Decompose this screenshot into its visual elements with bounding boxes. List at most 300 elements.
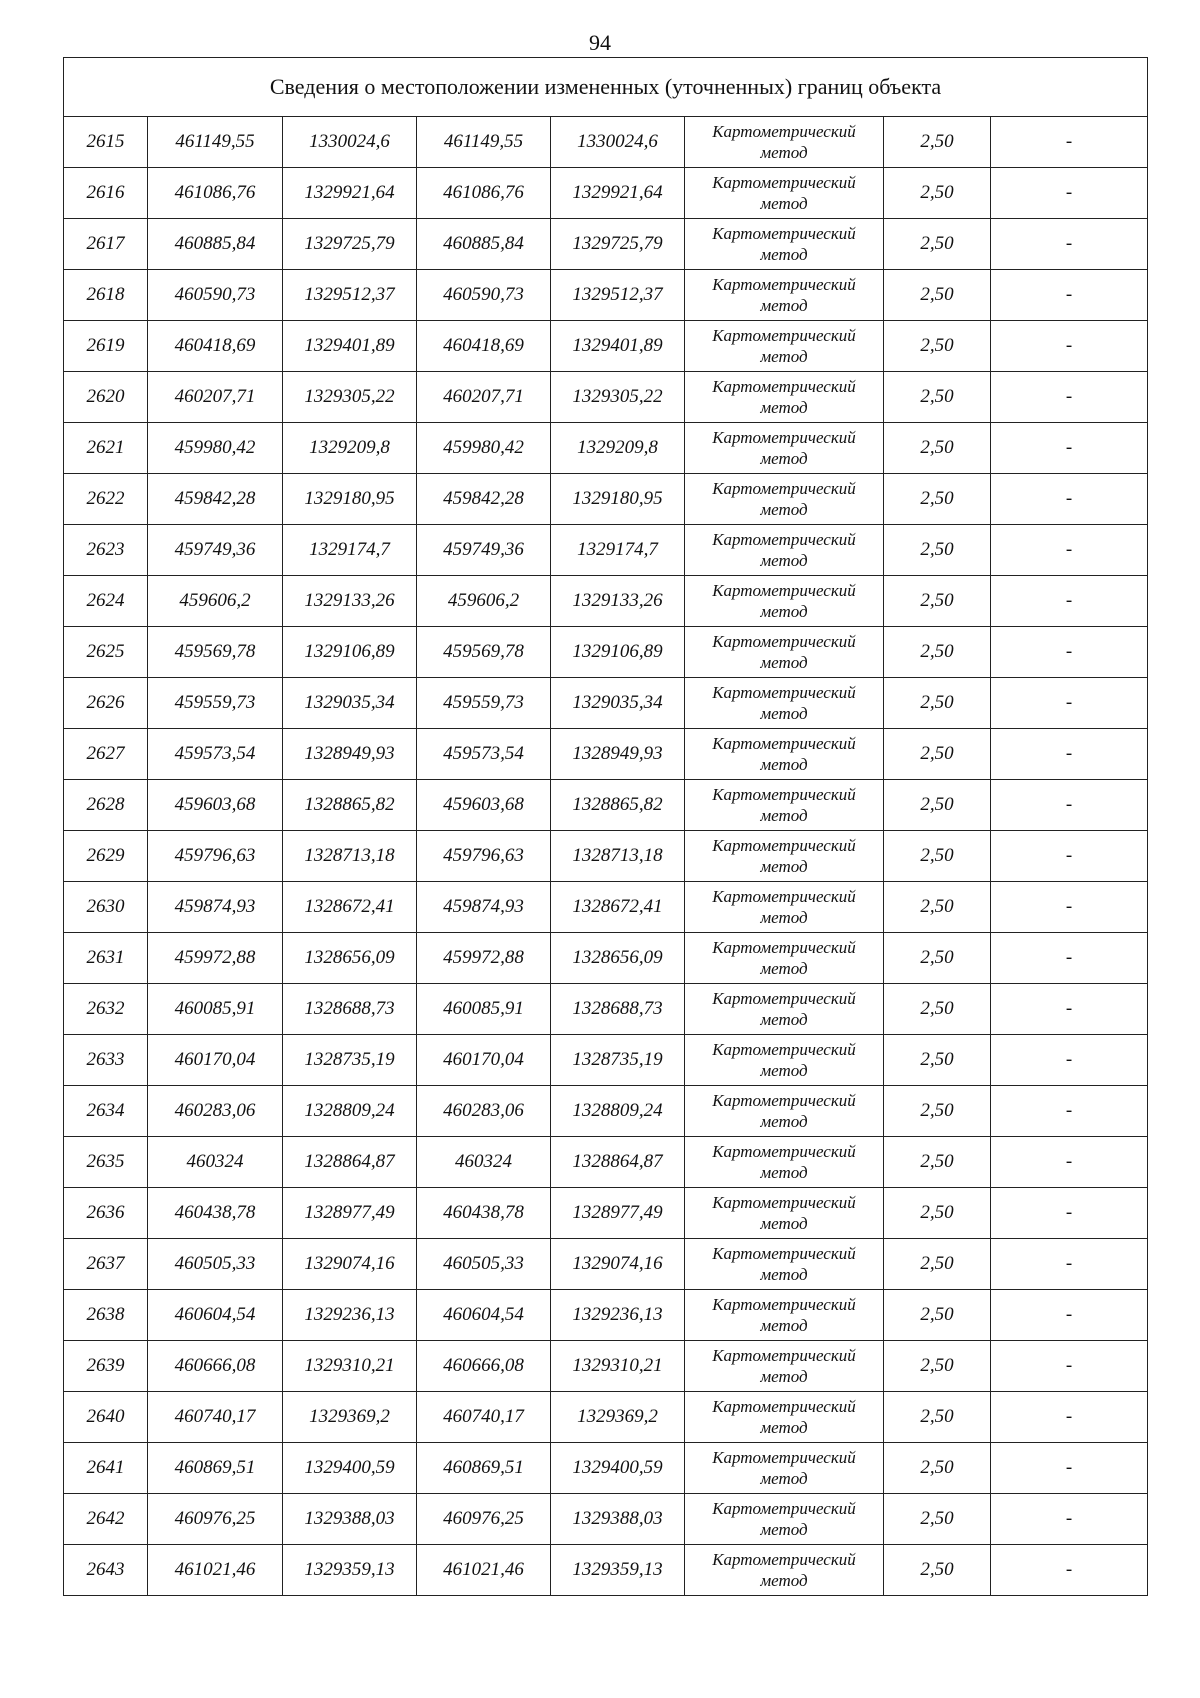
y-refined-cell: 1329369,2 bbox=[551, 1392, 685, 1443]
table-row bbox=[64, 474, 1148, 525]
note-cell: - bbox=[991, 576, 1148, 627]
method-cell bbox=[685, 117, 884, 168]
x-refined-cell: 459559,73 bbox=[417, 678, 551, 729]
note-cell: - bbox=[991, 321, 1148, 372]
table-row bbox=[64, 627, 1148, 678]
x-existing-cell: 459573,54 bbox=[148, 729, 283, 780]
point-number-cell: 2633 bbox=[64, 1035, 148, 1086]
y-refined-cell: 1329359,13 bbox=[551, 1545, 685, 1596]
table-title: Сведения о местоположении измененных (уточненных) границ объекта bbox=[64, 58, 1148, 117]
x-refined-cell: 460885,84 bbox=[417, 219, 551, 270]
method-line-2: метод bbox=[760, 653, 808, 672]
x-existing-cell: 460438,78 bbox=[148, 1188, 283, 1239]
y-existing-cell: 1329725,79 bbox=[283, 219, 417, 270]
method-line-1: Картометрический bbox=[712, 887, 856, 906]
point-number-cell: 2640 bbox=[64, 1392, 148, 1443]
y-refined-cell: 1329236,13 bbox=[551, 1290, 685, 1341]
accuracy-cell: 2,50 bbox=[884, 1188, 991, 1239]
note-cell: - bbox=[991, 372, 1148, 423]
y-existing-cell: 1329236,13 bbox=[283, 1290, 417, 1341]
y-existing-cell: 1329209,8 bbox=[283, 423, 417, 474]
method-cell bbox=[685, 933, 884, 984]
table-row bbox=[64, 1443, 1148, 1494]
table-row bbox=[64, 576, 1148, 627]
point-number-cell: 2616 bbox=[64, 168, 148, 219]
method-line-2: метод bbox=[760, 245, 808, 264]
note-cell: - bbox=[991, 219, 1148, 270]
x-existing-cell: 460283,06 bbox=[148, 1086, 283, 1137]
page-number: 94 bbox=[589, 30, 611, 55]
method-line-2: метод bbox=[760, 143, 808, 162]
point-number-cell: 2620 bbox=[64, 372, 148, 423]
method-cell bbox=[685, 1137, 884, 1188]
method-line-1: Картометрический bbox=[712, 1040, 856, 1059]
accuracy-cell: 2,50 bbox=[884, 678, 991, 729]
table-row bbox=[64, 423, 1148, 474]
method-line-1: Картометрический bbox=[712, 1244, 856, 1263]
method-line-1: Картометрический bbox=[712, 938, 856, 957]
method-cell bbox=[685, 1239, 884, 1290]
y-existing-cell: 1329174,7 bbox=[283, 525, 417, 576]
note-cell: - bbox=[991, 627, 1148, 678]
y-refined-cell: 1329725,79 bbox=[551, 219, 685, 270]
method-cell bbox=[685, 729, 884, 780]
y-refined-cell: 1329512,37 bbox=[551, 270, 685, 321]
x-refined-cell: 459842,28 bbox=[417, 474, 551, 525]
y-refined-cell: 1329388,03 bbox=[551, 1494, 685, 1545]
x-existing-cell: 460666,08 bbox=[148, 1341, 283, 1392]
accuracy-cell: 2,50 bbox=[884, 525, 991, 576]
point-number-cell: 2619 bbox=[64, 321, 148, 372]
y-refined-cell: 1329401,89 bbox=[551, 321, 685, 372]
method-line-1: Картометрический bbox=[712, 1295, 856, 1314]
y-refined-cell: 1328949,93 bbox=[551, 729, 685, 780]
y-existing-cell: 1329035,34 bbox=[283, 678, 417, 729]
point-number-cell: 2623 bbox=[64, 525, 148, 576]
accuracy-cell: 2,50 bbox=[884, 576, 991, 627]
point-number-cell: 2637 bbox=[64, 1239, 148, 1290]
method-line-2: метод bbox=[760, 704, 808, 723]
table-row bbox=[64, 1239, 1148, 1290]
accuracy-cell: 2,50 bbox=[884, 933, 991, 984]
method-line-1: Картометрический bbox=[712, 989, 856, 1008]
note-cell: - bbox=[991, 984, 1148, 1035]
accuracy-cell: 2,50 bbox=[884, 423, 991, 474]
x-refined-cell: 459606,2 bbox=[417, 576, 551, 627]
method-line-1: Картометрический bbox=[712, 683, 856, 702]
method-line-2: метод bbox=[760, 1061, 808, 1080]
method-cell bbox=[685, 882, 884, 933]
x-existing-cell: 459796,63 bbox=[148, 831, 283, 882]
y-refined-cell: 1329921,64 bbox=[551, 168, 685, 219]
x-existing-cell: 460740,17 bbox=[148, 1392, 283, 1443]
x-refined-cell: 461021,46 bbox=[417, 1545, 551, 1596]
note-cell: - bbox=[991, 423, 1148, 474]
x-refined-cell: 459749,36 bbox=[417, 525, 551, 576]
table-row bbox=[64, 1086, 1148, 1137]
accuracy-cell: 2,50 bbox=[884, 627, 991, 678]
method-cell bbox=[685, 423, 884, 474]
x-refined-cell: 460590,73 bbox=[417, 270, 551, 321]
point-number-cell: 2615 bbox=[64, 117, 148, 168]
accuracy-cell: 2,50 bbox=[884, 372, 991, 423]
point-number-cell: 2641 bbox=[64, 1443, 148, 1494]
point-number-cell: 2621 bbox=[64, 423, 148, 474]
note-cell: - bbox=[991, 729, 1148, 780]
point-number-cell: 2626 bbox=[64, 678, 148, 729]
method-line-1: Картометрический bbox=[712, 581, 856, 600]
note-cell: - bbox=[991, 1239, 1148, 1290]
accuracy-cell: 2,50 bbox=[884, 219, 991, 270]
accuracy-cell: 2,50 bbox=[884, 168, 991, 219]
y-refined-cell: 1329310,21 bbox=[551, 1341, 685, 1392]
y-existing-cell: 1329369,2 bbox=[283, 1392, 417, 1443]
accuracy-cell: 2,50 bbox=[884, 882, 991, 933]
y-existing-cell: 1329310,21 bbox=[283, 1341, 417, 1392]
y-existing-cell: 1329512,37 bbox=[283, 270, 417, 321]
method-line-1: Картометрический bbox=[712, 377, 856, 396]
point-number-cell: 2630 bbox=[64, 882, 148, 933]
x-existing-cell: 460207,71 bbox=[148, 372, 283, 423]
point-number-cell: 2627 bbox=[64, 729, 148, 780]
table-row bbox=[64, 1392, 1148, 1443]
note-cell: - bbox=[991, 882, 1148, 933]
x-existing-cell: 459603,68 bbox=[148, 780, 283, 831]
table-row bbox=[64, 1341, 1148, 1392]
x-refined-cell: 460418,69 bbox=[417, 321, 551, 372]
accuracy-cell: 2,50 bbox=[884, 1341, 991, 1392]
x-existing-cell: 460976,25 bbox=[148, 1494, 283, 1545]
note-cell: - bbox=[991, 1035, 1148, 1086]
method-cell bbox=[685, 678, 884, 729]
x-existing-cell: 459559,73 bbox=[148, 678, 283, 729]
y-existing-cell: 1329921,64 bbox=[283, 168, 417, 219]
note-cell: - bbox=[991, 1443, 1148, 1494]
y-refined-cell: 1328735,19 bbox=[551, 1035, 685, 1086]
method-line-1: Картометрический bbox=[712, 785, 856, 804]
y-refined-cell: 1328672,41 bbox=[551, 882, 685, 933]
x-refined-cell: 460976,25 bbox=[417, 1494, 551, 1545]
y-existing-cell: 1329133,26 bbox=[283, 576, 417, 627]
y-refined-cell: 1328656,09 bbox=[551, 933, 685, 984]
note-cell: - bbox=[991, 1188, 1148, 1239]
method-cell bbox=[685, 1035, 884, 1086]
y-existing-cell: 1329305,22 bbox=[283, 372, 417, 423]
table-row bbox=[64, 321, 1148, 372]
x-refined-cell: 460283,06 bbox=[417, 1086, 551, 1137]
point-number-cell: 2634 bbox=[64, 1086, 148, 1137]
method-line-1: Картометрический bbox=[712, 734, 856, 753]
x-refined-cell: 460085,91 bbox=[417, 984, 551, 1035]
method-line-2: метод bbox=[760, 1214, 808, 1233]
note-cell: - bbox=[991, 780, 1148, 831]
point-number-cell: 2617 bbox=[64, 219, 148, 270]
method-line-2: метод bbox=[760, 500, 808, 519]
point-number-cell: 2624 bbox=[64, 576, 148, 627]
y-refined-cell: 1329174,7 bbox=[551, 525, 685, 576]
x-existing-cell: 459874,93 bbox=[148, 882, 283, 933]
accuracy-cell: 2,50 bbox=[884, 117, 991, 168]
method-line-2: метод bbox=[760, 296, 808, 315]
note-cell: - bbox=[991, 525, 1148, 576]
method-cell bbox=[685, 219, 884, 270]
method-line-1: Картометрический bbox=[712, 428, 856, 447]
y-existing-cell: 1329074,16 bbox=[283, 1239, 417, 1290]
accuracy-cell: 2,50 bbox=[884, 321, 991, 372]
method-line-2: метод bbox=[760, 755, 808, 774]
accuracy-cell: 2,50 bbox=[884, 1239, 991, 1290]
accuracy-cell: 2,50 bbox=[884, 984, 991, 1035]
method-line-2: метод bbox=[760, 347, 808, 366]
x-existing-cell: 460590,73 bbox=[148, 270, 283, 321]
method-line-1: Картометрический bbox=[712, 275, 856, 294]
y-refined-cell: 1328977,49 bbox=[551, 1188, 685, 1239]
y-existing-cell: 1329359,13 bbox=[283, 1545, 417, 1596]
method-line-2: метод bbox=[760, 1571, 808, 1590]
method-line-2: метод bbox=[760, 1520, 808, 1539]
y-existing-cell: 1328656,09 bbox=[283, 933, 417, 984]
table-row bbox=[64, 1035, 1148, 1086]
table-row bbox=[64, 117, 1148, 168]
method-line-1: Картометрический bbox=[712, 224, 856, 243]
y-existing-cell: 1329400,59 bbox=[283, 1443, 417, 1494]
method-cell bbox=[685, 984, 884, 1035]
y-existing-cell: 1328672,41 bbox=[283, 882, 417, 933]
method-line-1: Картометрический bbox=[712, 836, 856, 855]
method-cell bbox=[685, 474, 884, 525]
accuracy-cell: 2,50 bbox=[884, 1545, 991, 1596]
method-line-1: Картометрический bbox=[712, 1142, 856, 1161]
point-number-cell: 2636 bbox=[64, 1188, 148, 1239]
accuracy-cell: 2,50 bbox=[884, 1443, 991, 1494]
x-existing-cell: 460085,91 bbox=[148, 984, 283, 1035]
method-cell bbox=[685, 168, 884, 219]
y-existing-cell: 1328977,49 bbox=[283, 1188, 417, 1239]
accuracy-cell: 2,50 bbox=[884, 474, 991, 525]
method-line-2: метод bbox=[760, 551, 808, 570]
table-row bbox=[64, 1290, 1148, 1341]
y-refined-cell: 1329180,95 bbox=[551, 474, 685, 525]
method-line-2: метод bbox=[760, 449, 808, 468]
table-row bbox=[64, 270, 1148, 321]
accuracy-cell: 2,50 bbox=[884, 780, 991, 831]
table-row bbox=[64, 1137, 1148, 1188]
y-existing-cell: 1329388,03 bbox=[283, 1494, 417, 1545]
x-refined-cell: 459874,93 bbox=[417, 882, 551, 933]
y-refined-cell: 1328864,87 bbox=[551, 1137, 685, 1188]
method-line-1: Картометрический bbox=[712, 1448, 856, 1467]
y-refined-cell: 1330024,6 bbox=[551, 117, 685, 168]
method-line-1: Картометрический bbox=[712, 1550, 856, 1569]
y-existing-cell: 1329180,95 bbox=[283, 474, 417, 525]
method-line-2: метод bbox=[760, 908, 808, 927]
accuracy-cell: 2,50 bbox=[884, 1392, 991, 1443]
point-number-cell: 2625 bbox=[64, 627, 148, 678]
method-line-1: Картометрический bbox=[712, 173, 856, 192]
x-existing-cell: 459569,78 bbox=[148, 627, 283, 678]
method-line-2: метод bbox=[760, 1469, 808, 1488]
note-cell: - bbox=[991, 1290, 1148, 1341]
accuracy-cell: 2,50 bbox=[884, 831, 991, 882]
y-refined-cell: 1328688,73 bbox=[551, 984, 685, 1035]
table-row bbox=[64, 372, 1148, 423]
note-cell: - bbox=[991, 117, 1148, 168]
method-cell bbox=[685, 1188, 884, 1239]
y-refined-cell: 1328713,18 bbox=[551, 831, 685, 882]
x-refined-cell: 460869,51 bbox=[417, 1443, 551, 1494]
method-line-1: Картометрический bbox=[712, 1397, 856, 1416]
x-existing-cell: 460418,69 bbox=[148, 321, 283, 372]
note-cell: - bbox=[991, 474, 1148, 525]
x-refined-cell: 461149,55 bbox=[417, 117, 551, 168]
method-line-2: метод bbox=[760, 1265, 808, 1284]
method-line-1: Картометрический bbox=[712, 1193, 856, 1212]
accuracy-cell: 2,50 bbox=[884, 1290, 991, 1341]
x-existing-cell: 460505,33 bbox=[148, 1239, 283, 1290]
table-header-row bbox=[64, 58, 1148, 117]
method-line-2: метод bbox=[760, 959, 808, 978]
point-number-cell: 2643 bbox=[64, 1545, 148, 1596]
x-existing-cell: 460869,51 bbox=[148, 1443, 283, 1494]
note-cell: - bbox=[991, 933, 1148, 984]
note-cell: - bbox=[991, 1392, 1148, 1443]
note-cell: - bbox=[991, 270, 1148, 321]
method-cell bbox=[685, 1086, 884, 1137]
accuracy-cell: 2,50 bbox=[884, 1494, 991, 1545]
y-existing-cell: 1330024,6 bbox=[283, 117, 417, 168]
x-refined-cell: 460505,33 bbox=[417, 1239, 551, 1290]
method-line-2: метод bbox=[760, 1316, 808, 1335]
x-existing-cell: 460324 bbox=[148, 1137, 283, 1188]
method-cell bbox=[685, 780, 884, 831]
y-refined-cell: 1328865,82 bbox=[551, 780, 685, 831]
x-refined-cell: 460170,04 bbox=[417, 1035, 551, 1086]
method-line-1: Картометрический bbox=[712, 530, 856, 549]
x-refined-cell: 460604,54 bbox=[417, 1290, 551, 1341]
x-existing-cell: 461086,76 bbox=[148, 168, 283, 219]
point-number-cell: 2622 bbox=[64, 474, 148, 525]
x-existing-cell: 459842,28 bbox=[148, 474, 283, 525]
table-row bbox=[64, 219, 1148, 270]
table-row bbox=[64, 1188, 1148, 1239]
x-refined-cell: 459972,88 bbox=[417, 933, 551, 984]
note-cell: - bbox=[991, 1137, 1148, 1188]
method-line-2: метод bbox=[760, 806, 808, 825]
method-line-1: Картометрический bbox=[712, 1499, 856, 1518]
y-existing-cell: 1328688,73 bbox=[283, 984, 417, 1035]
y-existing-cell: 1329106,89 bbox=[283, 627, 417, 678]
x-refined-cell: 460666,08 bbox=[417, 1341, 551, 1392]
method-line-2: метод bbox=[760, 1418, 808, 1437]
x-refined-cell: 459796,63 bbox=[417, 831, 551, 882]
table-row bbox=[64, 525, 1148, 576]
table-row bbox=[64, 1545, 1148, 1596]
method-line-1: Картометрический bbox=[712, 1091, 856, 1110]
point-number-cell: 2635 bbox=[64, 1137, 148, 1188]
note-cell: - bbox=[991, 1341, 1148, 1392]
y-refined-cell: 1329305,22 bbox=[551, 372, 685, 423]
note-cell: - bbox=[991, 168, 1148, 219]
table-row bbox=[64, 882, 1148, 933]
accuracy-cell: 2,50 bbox=[884, 1035, 991, 1086]
y-refined-cell: 1328809,24 bbox=[551, 1086, 685, 1137]
x-existing-cell: 459606,2 bbox=[148, 576, 283, 627]
method-line-2: метод bbox=[760, 194, 808, 213]
accuracy-cell: 2,50 bbox=[884, 1086, 991, 1137]
x-existing-cell: 459980,42 bbox=[148, 423, 283, 474]
x-existing-cell: 460170,04 bbox=[148, 1035, 283, 1086]
method-cell bbox=[685, 525, 884, 576]
accuracy-cell: 2,50 bbox=[884, 729, 991, 780]
boundary-coordinates-table bbox=[63, 57, 1148, 1596]
point-number-cell: 2629 bbox=[64, 831, 148, 882]
table-row bbox=[64, 729, 1148, 780]
y-existing-cell: 1328809,24 bbox=[283, 1086, 417, 1137]
x-existing-cell: 460885,84 bbox=[148, 219, 283, 270]
y-existing-cell: 1329401,89 bbox=[283, 321, 417, 372]
x-refined-cell: 460438,78 bbox=[417, 1188, 551, 1239]
y-existing-cell: 1328864,87 bbox=[283, 1137, 417, 1188]
y-refined-cell: 1329035,34 bbox=[551, 678, 685, 729]
x-refined-cell: 459980,42 bbox=[417, 423, 551, 474]
table-row bbox=[64, 933, 1148, 984]
accuracy-cell: 2,50 bbox=[884, 1137, 991, 1188]
method-line-2: метод bbox=[760, 1163, 808, 1182]
method-cell bbox=[685, 372, 884, 423]
x-refined-cell: 461086,76 bbox=[417, 168, 551, 219]
x-refined-cell: 459603,68 bbox=[417, 780, 551, 831]
table-row bbox=[64, 984, 1148, 1035]
y-refined-cell: 1329074,16 bbox=[551, 1239, 685, 1290]
x-refined-cell: 459573,54 bbox=[417, 729, 551, 780]
y-existing-cell: 1328865,82 bbox=[283, 780, 417, 831]
y-existing-cell: 1328713,18 bbox=[283, 831, 417, 882]
note-cell: - bbox=[991, 678, 1148, 729]
method-line-2: метод bbox=[760, 857, 808, 876]
method-line-1: Картометрический bbox=[712, 479, 856, 498]
x-refined-cell: 460207,71 bbox=[417, 372, 551, 423]
method-line-1: Картометрический bbox=[712, 632, 856, 651]
table-row bbox=[64, 678, 1148, 729]
accuracy-cell: 2,50 bbox=[884, 270, 991, 321]
y-existing-cell: 1328735,19 bbox=[283, 1035, 417, 1086]
y-refined-cell: 1329209,8 bbox=[551, 423, 685, 474]
method-cell bbox=[685, 1341, 884, 1392]
note-cell: - bbox=[991, 1086, 1148, 1137]
note-cell: - bbox=[991, 1494, 1148, 1545]
point-number-cell: 2638 bbox=[64, 1290, 148, 1341]
method-line-1: Картометрический bbox=[712, 1346, 856, 1365]
y-refined-cell: 1329133,26 bbox=[551, 576, 685, 627]
y-existing-cell: 1328949,93 bbox=[283, 729, 417, 780]
x-refined-cell: 459569,78 bbox=[417, 627, 551, 678]
note-cell: - bbox=[991, 831, 1148, 882]
y-refined-cell: 1329106,89 bbox=[551, 627, 685, 678]
method-cell bbox=[685, 321, 884, 372]
point-number-cell: 2631 bbox=[64, 933, 148, 984]
x-refined-cell: 460740,17 bbox=[417, 1392, 551, 1443]
x-refined-cell: 460324 bbox=[417, 1137, 551, 1188]
note-cell: - bbox=[991, 1545, 1148, 1596]
method-cell bbox=[685, 1443, 884, 1494]
method-cell bbox=[685, 1545, 884, 1596]
x-existing-cell: 461021,46 bbox=[148, 1545, 283, 1596]
method-line-2: метод bbox=[760, 602, 808, 621]
x-existing-cell: 460604,54 bbox=[148, 1290, 283, 1341]
y-refined-cell: 1329400,59 bbox=[551, 1443, 685, 1494]
method-cell bbox=[685, 270, 884, 321]
point-number-cell: 2632 bbox=[64, 984, 148, 1035]
